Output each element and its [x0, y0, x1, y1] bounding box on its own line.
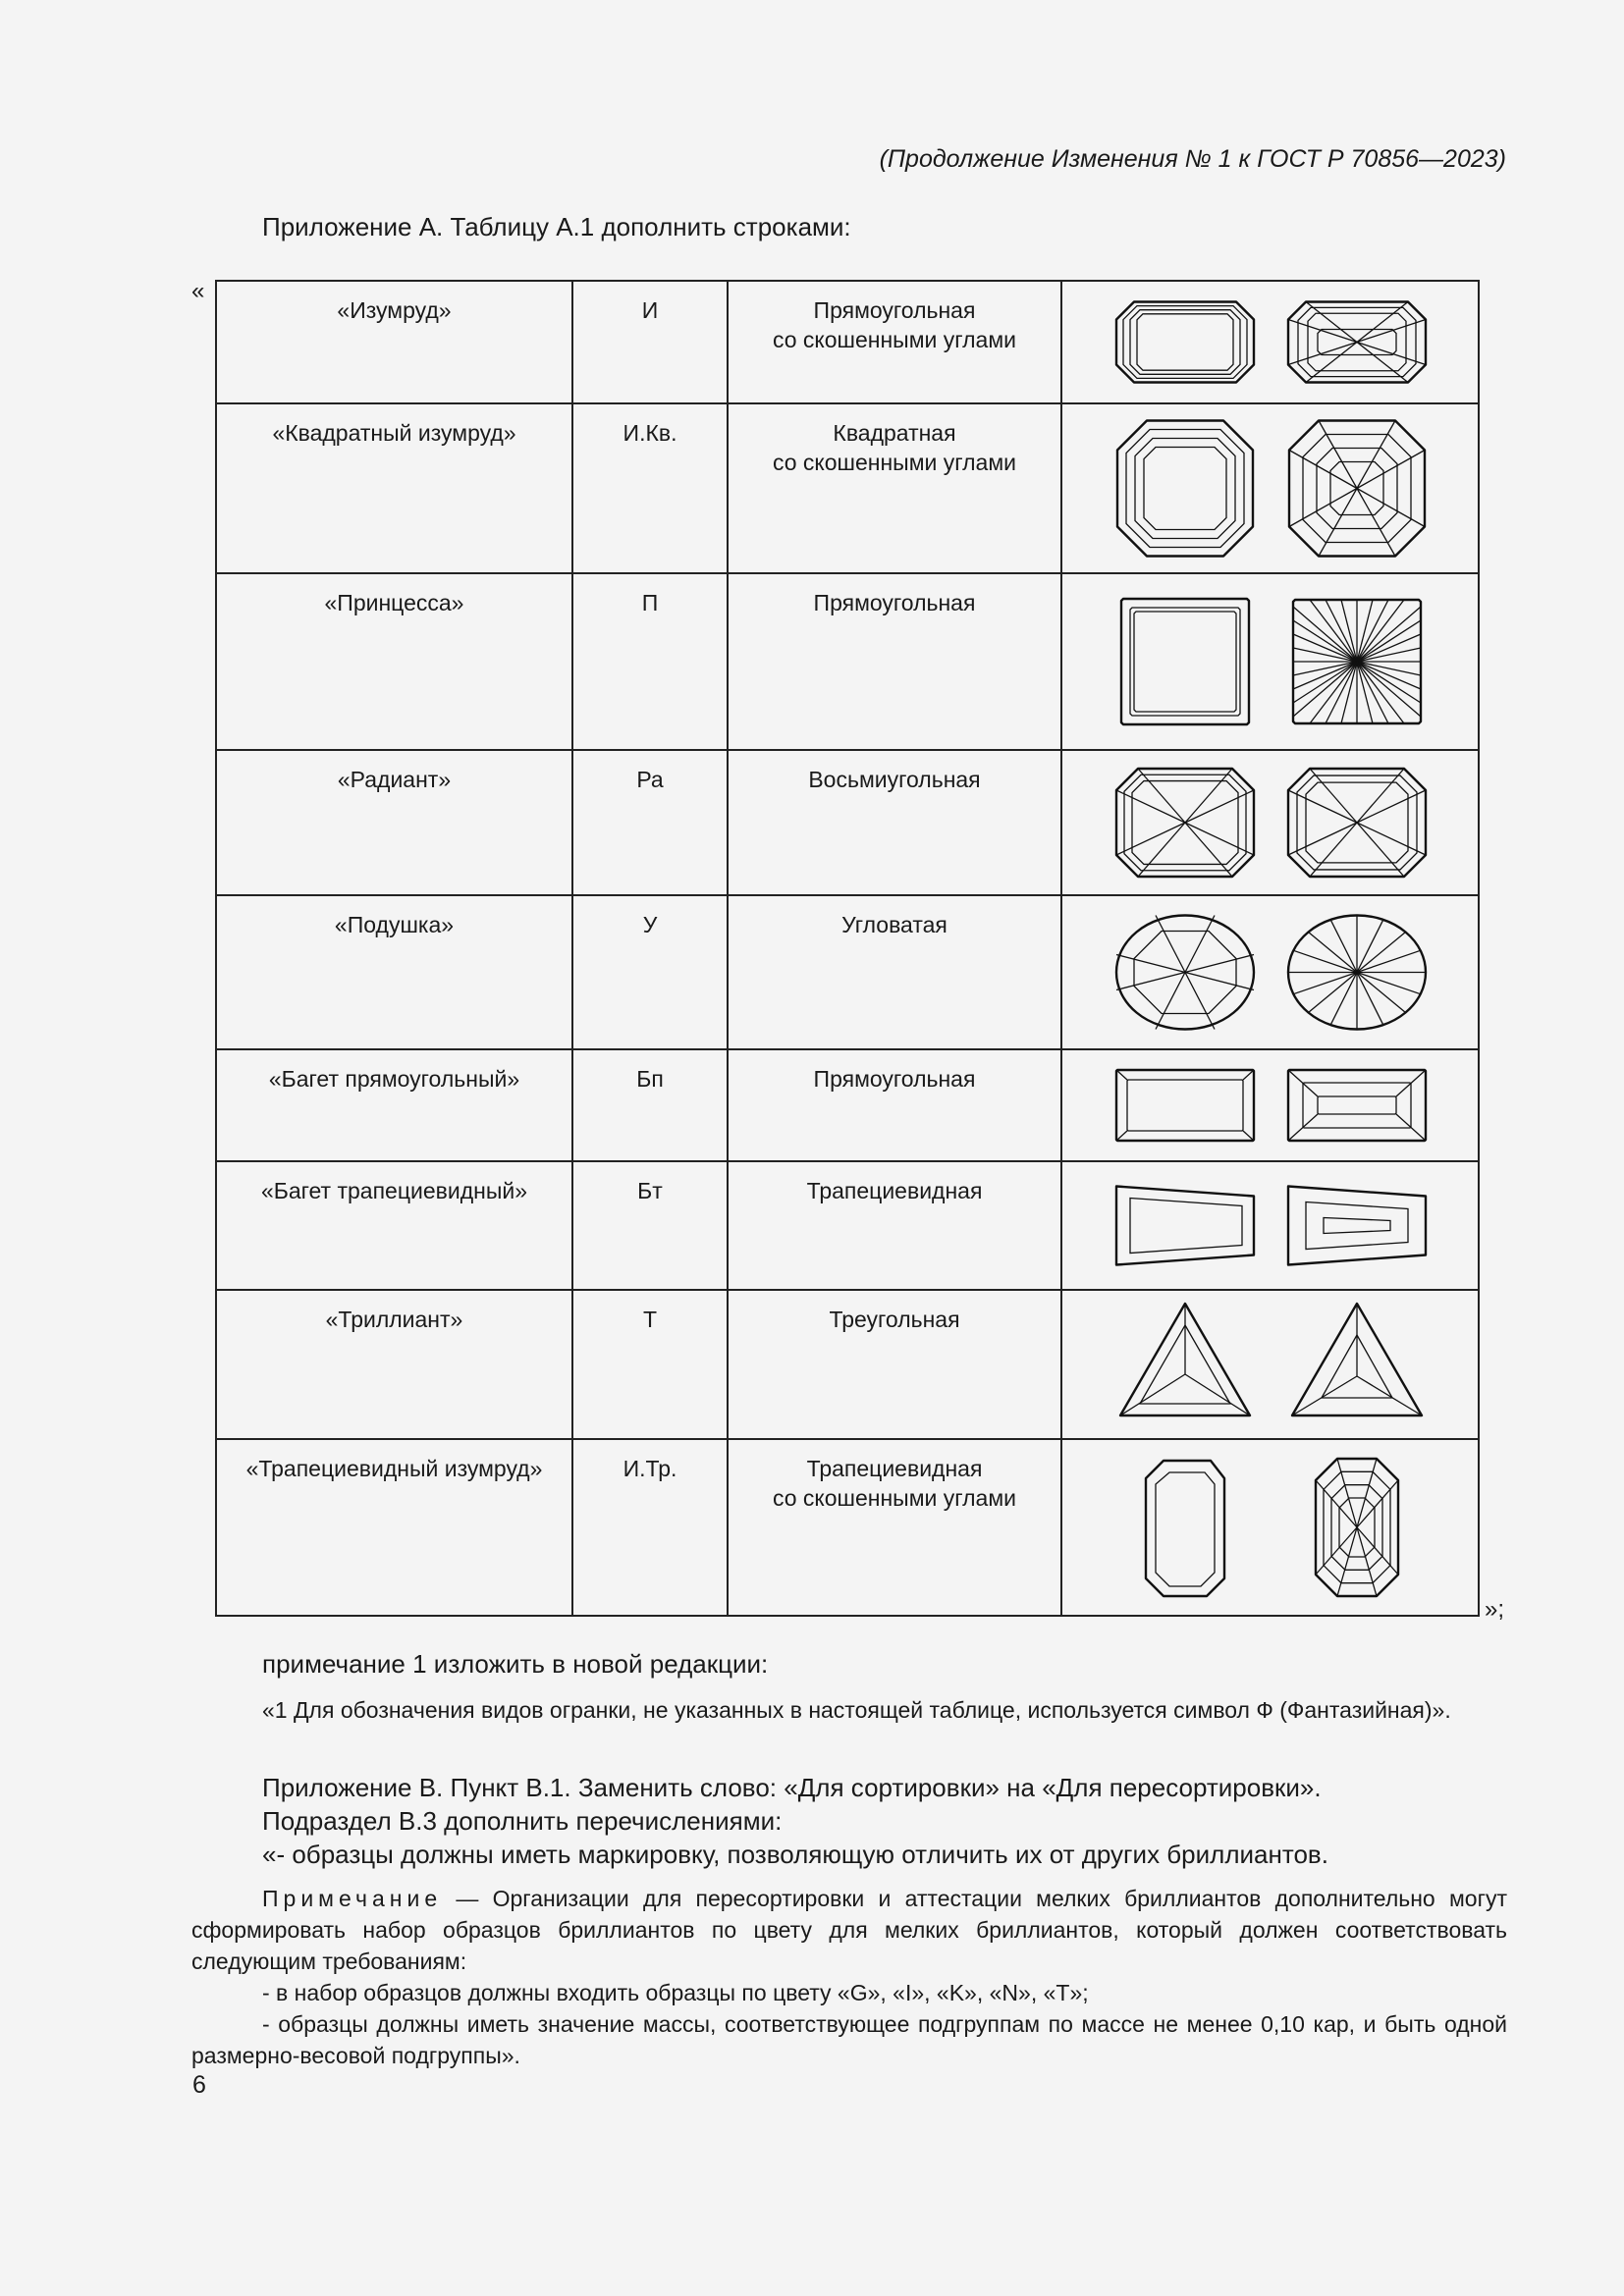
cut-name-cell: «Изумруд»: [216, 281, 572, 403]
cut-code-cell: И.Кв.: [572, 403, 728, 573]
shape-description-line: Прямоугольная: [813, 297, 976, 323]
table-row: [216, 573, 1479, 750]
cut-illustration-cell: [1061, 750, 1479, 895]
cut-code-cell: И: [572, 281, 728, 403]
cut-illustration-cell: [1061, 573, 1479, 750]
shape-description-line: Треугольная: [829, 1307, 960, 1332]
cut-illustration-cell: [1061, 281, 1479, 403]
cut-shape-cell: [728, 1049, 1061, 1161]
table-close-quote: »;: [1485, 1596, 1505, 1623]
table-row: [216, 895, 1479, 1049]
note-item-1: - в набор образцов должны входить образцы по цвету «G», «I», «K», «N», «T»;: [262, 1980, 1089, 2005]
appendix-b-text: Приложение В. Пункт В.1. Заменить слово: «Для сортировки» на «Для пересортировки».: [262, 1773, 1322, 1802]
intro-text: Приложение А. Таблицу А.1 дополнить строками:: [262, 212, 851, 241]
note1-text: «1 Для обозначения видов огранки, не указанных в настоящей таблице, используется символ Ф (Фантазийная)».: [262, 1697, 1451, 1723]
cut-illustration-cell: [1061, 403, 1479, 573]
cut-code-cell: Бт: [572, 1161, 728, 1290]
princess-cut-icon: [1062, 575, 1480, 748]
radiant-cut-icon: [1062, 752, 1480, 893]
cut-name-cell: «Принцесса»: [216, 573, 572, 750]
cut-code-cell: Ра: [572, 750, 728, 895]
cut-shape-cell: [728, 573, 1061, 750]
cut-name-cell: «Подушка»: [216, 895, 572, 1049]
cut-name-cell: «Трапециевидный изумруд»: [216, 1439, 572, 1616]
shape-description-line: Прямоугольная: [813, 590, 976, 615]
shape-description-line: со скошенными углами: [772, 1485, 1017, 1511]
cut-code-cell: У: [572, 895, 728, 1049]
table-row: [216, 1439, 1479, 1616]
table-row: [216, 403, 1479, 573]
table-open-quote: «: [191, 278, 205, 304]
cut-illustration-cell: [1061, 895, 1479, 1049]
cut-shape-cell: [728, 403, 1061, 573]
shape-description-line: Квадратная: [833, 420, 956, 446]
table-row: [216, 1161, 1479, 1290]
table-row: [216, 750, 1479, 895]
cut-shape-cell: [728, 1439, 1061, 1616]
cut-shape-cell: [728, 895, 1061, 1049]
cut-code-cell: Бп: [572, 1049, 728, 1161]
cushion-cut-icon: [1062, 897, 1480, 1047]
cut-name-cell: «Багет трапециевидный»: [216, 1161, 572, 1290]
tapered-baguette-icon: [1062, 1163, 1480, 1288]
table-body: [216, 281, 1479, 1616]
cut-illustration-cell: [1061, 1290, 1479, 1439]
emerald-cut-icon: [1062, 283, 1480, 401]
trilliant-cut-icon: [1062, 1292, 1480, 1437]
cut-shape-cell: [728, 750, 1061, 895]
cut-name-cell: «Радиант»: [216, 750, 572, 895]
cut-shape-cell: [728, 281, 1061, 403]
trapezoid-emerald-cut-icon: [1062, 1441, 1480, 1614]
cut-code-cell: П: [572, 573, 728, 750]
cut-types-table: [215, 280, 1480, 1617]
subsection-b3-text: Подраздел В.3 дополнить перечислениями:: [262, 1806, 783, 1836]
cut-name-cell: «Квадратный изумруд»: [216, 403, 572, 573]
marking-bullet: «- образцы должны иметь маркировку, позволяющую отличить их от других бриллиантов.: [262, 1840, 1328, 1869]
shape-description-line: Трапециевидная: [806, 1178, 983, 1203]
table-row: [216, 1049, 1479, 1161]
cut-name-cell: «Триллиант»: [216, 1290, 572, 1439]
note-label: Примечание: [262, 1886, 443, 1911]
cut-illustration-cell: [1061, 1049, 1479, 1161]
shape-description-line: со скошенными углами: [772, 327, 1017, 352]
note-body: — Организации для пересортировки и аттестации мелких бриллиантов дополнительно могут сформировать набор образцов бриллиантов по цвету для мелких бриллиантов, который должен соответствовать следующим требованиям:: [191, 1886, 1507, 1974]
shape-description-line: Угловатая: [841, 912, 947, 937]
note-item-2: - образцы должны иметь значение массы, соответствующее подгруппам по массе не менее 0,10 кар, и быть одной размерно-весовой подгруппы».: [191, 2011, 1507, 2068]
shape-description-line: Трапециевидная: [806, 1456, 983, 1481]
shape-description-line: Прямоугольная: [813, 1066, 976, 1092]
cut-illustration-cell: [1061, 1161, 1479, 1290]
note-paragraph: [191, 1883, 1507, 1977]
document-header: (Продолжение Изменения № 1 к ГОСТ Р 70856—2023): [879, 145, 1506, 173]
square-emerald-cut-icon: [1062, 405, 1480, 571]
cut-code-cell: Т: [572, 1290, 728, 1439]
rectangular-baguette-icon: [1062, 1051, 1480, 1159]
table-row: [216, 281, 1479, 403]
shape-description-line: Восьмиугольная: [808, 767, 981, 792]
cut-shape-cell: [728, 1290, 1061, 1439]
shape-description-line: со скошенными углами: [772, 450, 1017, 475]
table-row: [216, 1290, 1479, 1439]
cut-shape-cell: [728, 1161, 1061, 1290]
note1-heading: примечание 1 изложить в новой редакции:: [262, 1649, 769, 1679]
cut-code-cell: И.Тр.: [572, 1439, 728, 1616]
cut-name-cell: «Багет прямоугольный»: [216, 1049, 572, 1161]
cut-illustration-cell: [1061, 1439, 1479, 1616]
page-number: 6: [192, 2071, 206, 2099]
